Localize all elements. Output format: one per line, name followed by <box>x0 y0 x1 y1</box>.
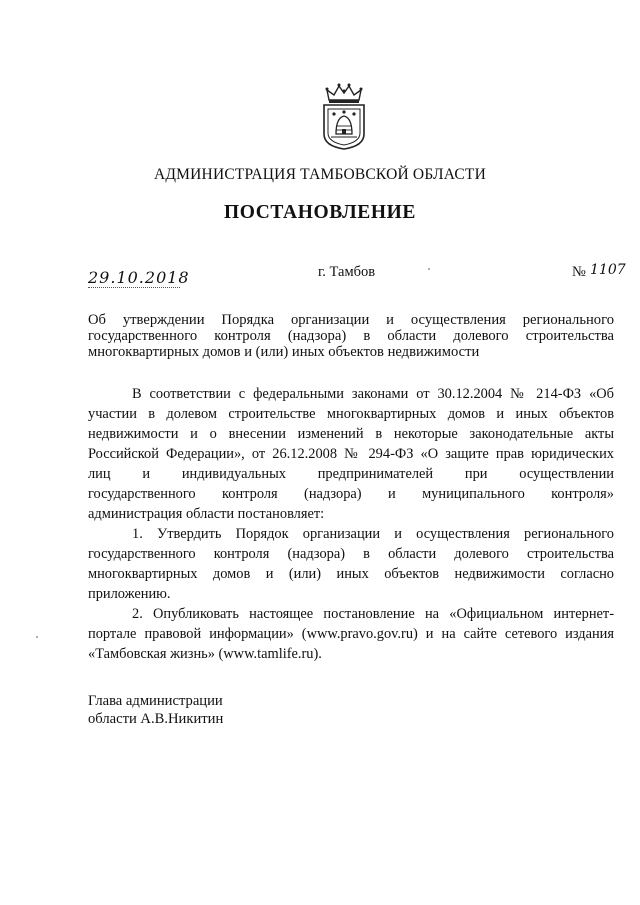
title-line: многоквартирных домов и (или) иных объектов недвижимости <box>88 344 480 360</box>
body-line: приложению. <box>88 586 171 602</box>
body-line: государственного контроля (надзора) и муниципального контроля» <box>88 486 614 502</box>
body-line: многоквартирных домов и (или) иных объектов недвижимости согласно <box>88 566 614 582</box>
document-date: 29.10.2018 <box>88 268 190 287</box>
signature-title: Глава администрации <box>88 693 223 709</box>
tambov-coat-of-arms-icon <box>319 82 369 150</box>
document-number: 1107 <box>590 262 626 278</box>
body-line: участии в долевом строительстве многоквартирных домов и иных объектов <box>88 406 614 422</box>
document-city: г. Тамбов <box>318 264 376 280</box>
number-label: № <box>572 264 586 280</box>
body-line: недвижимости и о внесении изменений в некоторые законодательные акты <box>88 426 614 442</box>
body-line: «Тамбовская жизнь» (www.tamlife.ru). <box>88 646 322 662</box>
title-line: Об утверждении Порядка организации и осуществления регионального <box>88 312 614 328</box>
body-line: В соответствии с федеральными законами от 30.12.2004 № 214-ФЗ «Об <box>132 386 614 402</box>
scan-speck <box>36 636 38 638</box>
signature-name: области А.В.Никитин <box>88 711 224 727</box>
title-line: государственного контроля (надзора) в области долевого строительства <box>88 328 614 344</box>
organization-name: АДМИНИСТРАЦИЯ ТАМБОВСКОЙ ОБЛАСТИ <box>154 166 486 183</box>
body-line: 2. Опубликовать настоящее постановление на «Официальном интернет- <box>132 606 614 622</box>
body-line: администрация области постановляет: <box>88 506 325 522</box>
document-type: ПОСТАНОВЛЕНИЕ <box>223 202 417 223</box>
body-line: портале правовой информации» (www.pravo.gov.ru) и на сайте сетевого издания <box>88 626 614 642</box>
body-line: государственного контроля (надзора) в области долевого строительства <box>88 546 614 562</box>
date-underline <box>88 287 180 288</box>
scan-speck <box>428 268 430 270</box>
body-line: Российской Федерации», от 26.12.2008 № 294-ФЗ «О защите прав юридических <box>88 446 614 462</box>
body-line: лиц и индивидуальных предпринимателей при осуществлении <box>88 466 614 482</box>
body-line: 1. Утвердить Порядок организации и осуществления регионального <box>132 526 614 542</box>
